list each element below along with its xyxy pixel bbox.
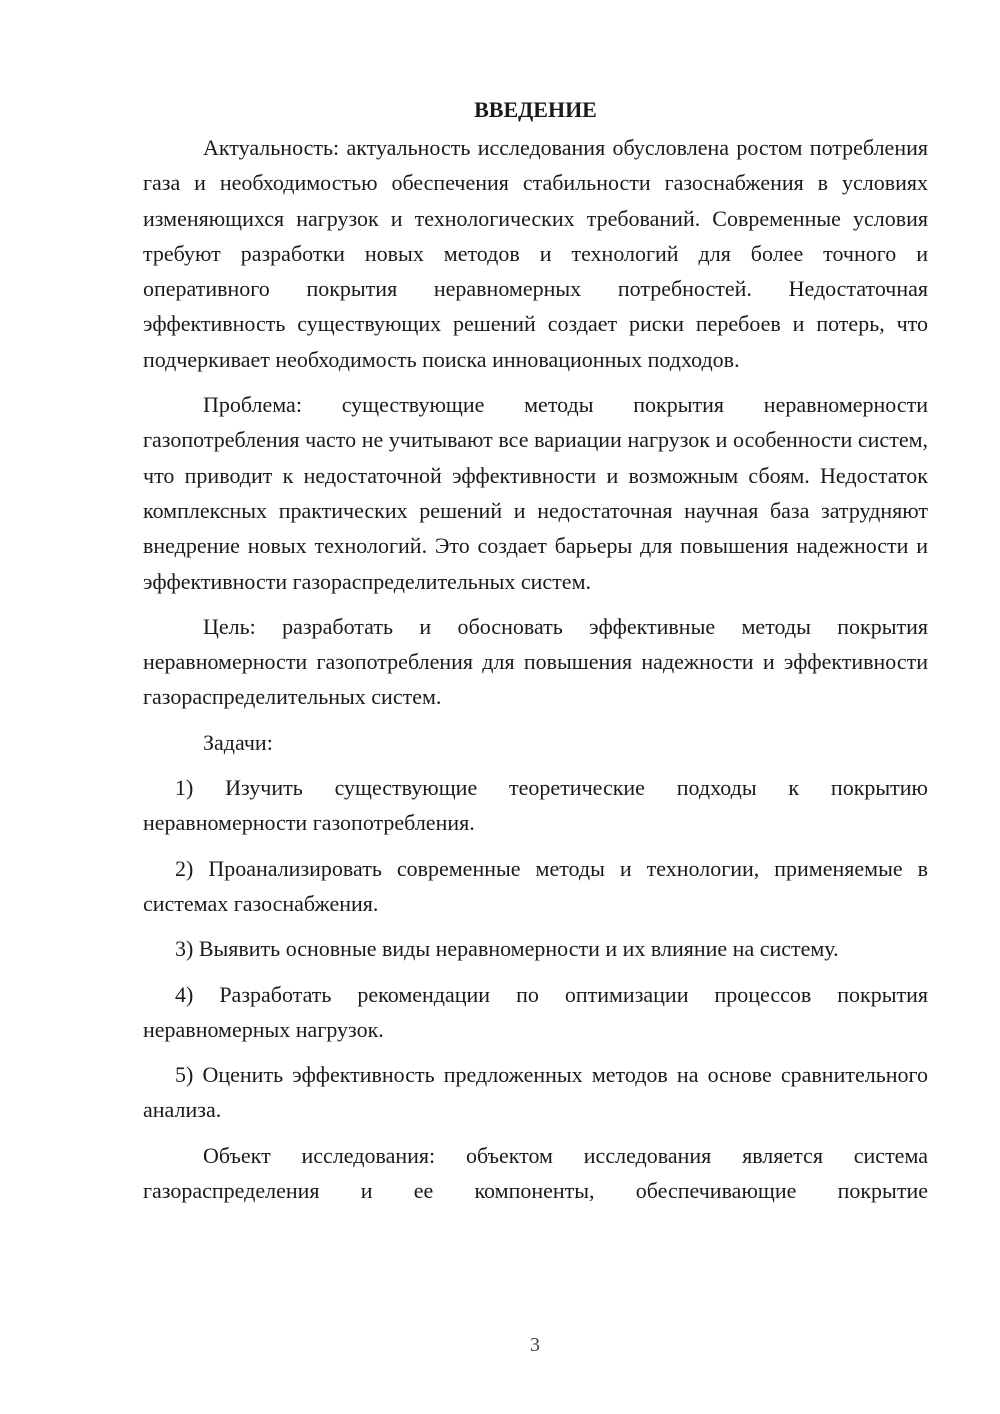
paragraph-problem: Проблема: существующие методы покрытия неравномерности газопотребления часто не учитывают все вариации нагрузок и особенности систем, что приводит к недостаточной эффективности и возможным сбоям. Недостаток комплексных практических решений и недостаточная научная база затрудняют внедрение новых технологий. Это создает барьеры для повышения надежности и эффективности газораспределительных систем. xyxy=(143,392,928,594)
task-item-4: 4) Разработать рекомендации по оптимизации процессов покрытия неравномерных нагрузок. xyxy=(143,981,928,1042)
task-item-1: 1) Изучить существующие теоретические подходы к покрытию неравномерности газопотребления. xyxy=(143,775,928,836)
document-page xyxy=(143,92,928,1208)
paragraph-relevance: Актуальность: актуальность исследования обусловлена ростом потребления газа и необходимостью обеспечения стабильности газоснабжения в условиях изменяющихся нагрузок и технологических требований. Современные условия требуют разработки новых методов и технологий для более точного и оперативного покрытия неравномерных потребностей. Недостаточная эффективность существующих решений создает риски перебоев и потерь, что подчеркивает необходимость поиска инновационных подходов. xyxy=(143,135,928,372)
task-item-3: 3) Выявить основные виды неравномерности и их влияние на систему. xyxy=(175,936,839,962)
task-item-2: 2) Проанализировать современные методы и технологии, применяемые в системах газоснабжения. xyxy=(143,855,928,916)
paragraph-object: Объект исследования: объектом исследования является система газораспределения и ее компоненты, обеспечивающие покрытие xyxy=(143,1142,928,1204)
page-number: 3 xyxy=(530,1334,540,1356)
section-heading: ВВЕДЕНИЕ xyxy=(474,97,597,122)
paragraph-goal: Цель: разработать и обосновать эффективные методы покрытия неравномерности газопотребления для повышения надежности и эффективности газораспределительных систем. xyxy=(143,613,928,710)
tasks-title: Задачи: xyxy=(203,729,273,755)
task-item-5: 5) Оценить эффективность предложенных методов на основе сравнительного анализа. xyxy=(143,1062,928,1123)
